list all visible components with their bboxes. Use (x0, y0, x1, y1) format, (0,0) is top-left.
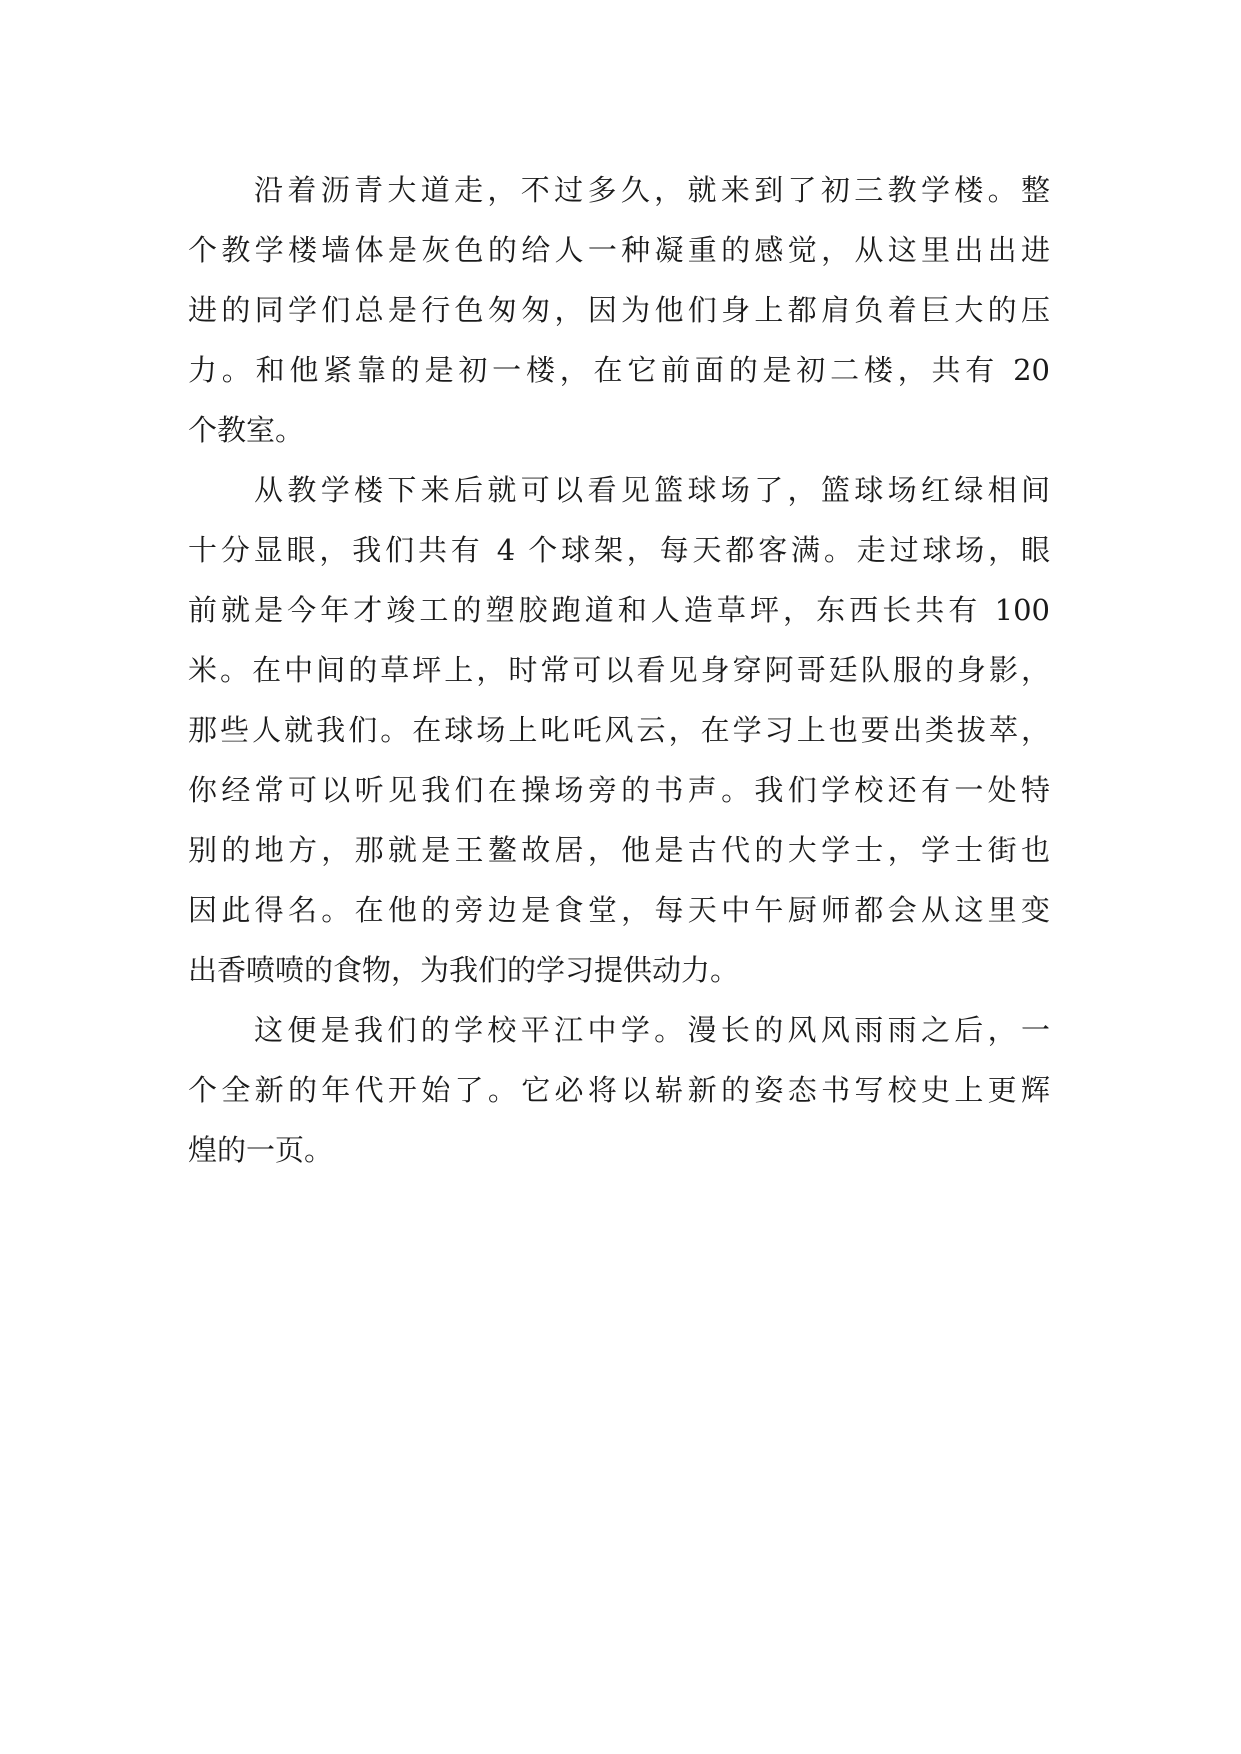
document-body (188, 160, 1050, 1180)
paragraph-1 (188, 160, 1050, 460)
text-line: 你经常可以听见我们在操场旁的书声。我们学校还有一处特 (188, 773, 1050, 807)
text-line: 前就是今年才竣工的塑胶跑道和人造草坪，东西长共有 100 (188, 593, 1050, 627)
text-line: 沿着沥青大道走，不过多久，就来到了初三教学楼。整 (254, 173, 1050, 207)
text-line: 力。和他紧靠的是初一楼，在它前面的是初二楼，共有 20 (188, 353, 1050, 387)
text-line: 因此得名。在他的旁边是食堂，每天中午厨师都会从这里变 (188, 893, 1050, 927)
text-line: 个教室。 (188, 413, 305, 447)
text-line: 从教学楼下来后就可以看见篮球场了，篮球场红绿相间 (254, 473, 1050, 507)
text-line: 出香喷喷的食物，为我们的学习提供动力。 (188, 953, 740, 987)
paragraph-3 (188, 1000, 1050, 1180)
text-line: 个教学楼墙体是灰色的给人一种凝重的感觉，从这里出出进 (188, 233, 1050, 267)
text-line: 十分显眼，我们共有 4 个球架，每天都客满。走过球场，眼 (188, 533, 1050, 567)
text-line: 那些人就我们。在球场上叱吒风云，在学习上也要出类拔萃， (188, 713, 1050, 747)
text-line: 进的同学们总是行色匆匆，因为他们身上都肩负着巨大的压 (188, 293, 1050, 327)
paragraph-2 (188, 460, 1050, 1000)
text-line: 煌的一页。 (188, 1133, 334, 1167)
text-line: 这便是我们的学校平江中学。漫长的风风雨雨之后，一 (254, 1013, 1050, 1047)
text-line: 个全新的年代开始了。它必将以崭新的姿态书写校史上更辉 (188, 1073, 1050, 1107)
text-line: 别的地方，那就是王鳌故居，他是古代的大学士，学士街也 (188, 833, 1050, 867)
text-line: 米。在中间的草坪上，时常可以看见身穿阿哥廷队服的身影， (188, 653, 1050, 687)
